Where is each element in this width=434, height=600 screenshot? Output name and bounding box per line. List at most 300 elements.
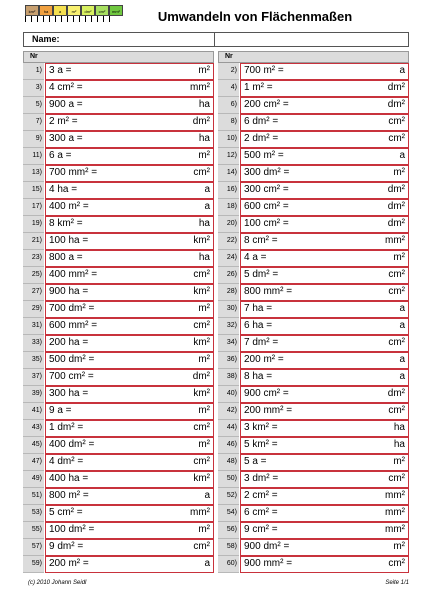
answer-cell[interactable]	[45, 80, 214, 97]
exercise-number: 50)	[218, 471, 239, 488]
target-unit: km²	[193, 286, 210, 298]
exercise-question: 4 cm² =	[49, 82, 83, 94]
target-unit: dm²	[387, 218, 405, 230]
exercise-row	[23, 505, 214, 522]
exercise-question: 200 ha =	[49, 337, 89, 349]
answer-cell[interactable]	[45, 539, 214, 556]
exercise-number: 46)	[218, 437, 239, 454]
answer-cell[interactable]	[45, 165, 214, 182]
exercise-question: 300 ha =	[49, 388, 89, 400]
unit-legend-cell: m²	[67, 5, 81, 16]
exercise-question: 700 m² =	[244, 65, 284, 77]
answer-cell[interactable]	[240, 488, 409, 505]
target-unit: ha	[198, 218, 210, 230]
exercise-question: 300 a =	[49, 133, 83, 145]
target-unit: ha	[198, 252, 210, 264]
answer-cell[interactable]	[45, 471, 214, 488]
exercise-row	[218, 284, 409, 301]
answer-cell[interactable]	[45, 131, 214, 148]
exercise-row	[218, 335, 409, 352]
exercise-number: 9)	[23, 131, 44, 148]
target-unit: mm²	[385, 506, 405, 518]
exercise-row	[218, 369, 409, 386]
exercise-number: 43)	[23, 420, 44, 437]
exercise-row	[23, 199, 214, 216]
target-unit: cm²	[193, 422, 210, 434]
target-unit: dm²	[192, 371, 210, 383]
exercise-number: 41)	[23, 403, 44, 420]
exercise-number: 33)	[23, 335, 44, 352]
exercise-number: 35)	[23, 352, 44, 369]
exercise-number: 36)	[218, 352, 239, 369]
exercise-row	[23, 522, 214, 539]
answer-cell[interactable]	[45, 182, 214, 199]
page-number-footer: Seite 1/1	[385, 580, 409, 586]
target-unit: a	[399, 150, 405, 162]
answer-cell[interactable]	[45, 250, 214, 267]
exercise-row	[23, 114, 214, 131]
exercise-row	[23, 131, 214, 148]
target-unit: dm²	[387, 184, 405, 196]
answer-cell[interactable]	[240, 114, 409, 131]
exercise-row	[218, 386, 409, 403]
answer-cell[interactable]	[240, 471, 409, 488]
exercise-number: 54)	[218, 505, 239, 522]
exercise-number: 17)	[23, 199, 44, 216]
exercise-number: 16)	[218, 182, 239, 199]
exercise-row	[218, 114, 409, 131]
exercise-question: 900 cm² =	[244, 388, 289, 400]
target-unit: dm²	[387, 82, 405, 94]
exercise-number: 53)	[23, 505, 44, 522]
exercise-row	[23, 301, 214, 318]
exercise-row	[218, 63, 409, 80]
target-unit: a	[204, 557, 210, 569]
exercise-question: 9 a =	[49, 405, 72, 417]
answer-cell[interactable]	[240, 539, 409, 556]
exercise-number: 29)	[23, 301, 44, 318]
target-unit: m²	[198, 65, 210, 77]
answer-cell[interactable]	[45, 386, 214, 403]
exercise-number: 59)	[23, 556, 44, 573]
exercise-number: 4)	[218, 80, 239, 97]
exercise-row	[218, 199, 409, 216]
target-unit: m²	[198, 439, 210, 451]
answer-cell[interactable]	[45, 454, 214, 471]
unit-legend-cell: mm²	[109, 5, 123, 16]
target-unit: ha	[393, 422, 405, 434]
target-unit: mm²	[190, 506, 210, 518]
name-label: Name:	[24, 33, 215, 46]
answer-cell[interactable]	[45, 284, 214, 301]
exercise-number: 7)	[23, 114, 44, 131]
exercise-question: 600 cm² =	[244, 201, 289, 213]
target-unit: m²	[393, 167, 405, 179]
target-unit: cm²	[193, 167, 210, 179]
exercise-row	[218, 165, 409, 182]
exercise-row	[218, 216, 409, 233]
exercise-number: 34)	[218, 335, 239, 352]
answer-cell[interactable]	[240, 437, 409, 454]
answer-cell[interactable]	[240, 233, 409, 250]
worksheet-title: Umwandeln von Flächenmaßen	[157, 9, 353, 24]
target-unit: a	[399, 320, 405, 332]
column-header: Nr	[218, 51, 409, 63]
column-header: Nr	[23, 51, 214, 63]
answer-cell[interactable]	[45, 505, 214, 522]
answer-cell[interactable]	[45, 556, 214, 573]
answer-cell[interactable]	[240, 284, 409, 301]
answer-cell[interactable]	[240, 335, 409, 352]
target-unit: cm²	[388, 473, 405, 485]
target-unit: m²	[198, 354, 210, 366]
answer-cell[interactable]	[45, 199, 214, 216]
answer-cell[interactable]	[240, 182, 409, 199]
exercise-row	[23, 488, 214, 505]
exercise-number: 6)	[218, 97, 239, 114]
answer-cell[interactable]	[240, 420, 409, 437]
exercise-number: 23)	[23, 250, 44, 267]
exercise-row	[218, 403, 409, 420]
exercise-question: 100 cm² =	[244, 218, 289, 230]
target-unit: m²	[393, 540, 405, 552]
target-unit: a	[204, 184, 210, 196]
answer-cell[interactable]	[45, 148, 214, 165]
answer-cell[interactable]	[45, 522, 214, 539]
exercise-row	[218, 318, 409, 335]
exercise-row	[218, 471, 409, 488]
exercise-question: 9 dm² =	[49, 540, 84, 552]
exercise-row	[23, 165, 214, 182]
exercise-question: 9 cm² =	[244, 523, 278, 535]
exercise-question: 4 ha =	[49, 184, 78, 196]
exercise-number: 25)	[23, 267, 44, 284]
answer-cell[interactable]	[240, 386, 409, 403]
answer-cell[interactable]	[45, 335, 214, 352]
answer-cell[interactable]	[45, 437, 214, 454]
target-unit: a	[399, 65, 405, 77]
exercise-number: 8)	[218, 114, 239, 131]
answer-cell[interactable]	[240, 301, 409, 318]
exercise-number: 44)	[218, 420, 239, 437]
answer-cell[interactable]	[45, 63, 214, 80]
exercise-question: 800 mm² =	[244, 286, 293, 298]
exercise-number: 45)	[23, 437, 44, 454]
exercise-number: 18)	[218, 199, 239, 216]
exercise-number: 57)	[23, 539, 44, 556]
exercise-question: 8 ha =	[244, 371, 273, 383]
exercise-row	[23, 97, 214, 114]
exercise-number: 38)	[218, 369, 239, 386]
exercise-question: 200 mm² =	[244, 405, 293, 417]
exercise-row	[218, 80, 409, 97]
unit-legend-cell: km²	[25, 5, 39, 16]
target-unit: cm²	[388, 337, 405, 349]
exercise-number: 11)	[23, 148, 44, 165]
exercise-question: 5 cm² =	[49, 506, 83, 518]
target-unit: a	[399, 371, 405, 383]
exercise-question: 800 m² =	[49, 490, 89, 501]
exercise-row	[23, 148, 214, 165]
answer-cell[interactable]	[45, 420, 214, 437]
target-unit: mm²	[385, 523, 405, 535]
exercise-question: 3 dm² =	[244, 473, 279, 485]
exercise-row	[23, 403, 214, 420]
exercise-number: 31)	[23, 318, 44, 335]
answer-cell[interactable]	[45, 301, 214, 318]
exercise-row	[218, 352, 409, 369]
target-unit: a	[399, 354, 405, 366]
exercise-number: 49)	[23, 471, 44, 488]
target-unit: cm²	[388, 269, 405, 281]
target-unit: km²	[193, 473, 210, 485]
exercise-question: 900 a =	[49, 99, 83, 111]
exercise-question: 4 dm² =	[49, 456, 84, 468]
exercise-question: 200 cm² =	[244, 99, 289, 111]
exercise-number: 52)	[218, 488, 239, 505]
target-unit: cm²	[193, 320, 210, 332]
exercise-row	[218, 301, 409, 318]
exercise-number: 5)	[23, 97, 44, 114]
exercise-number: 48)	[218, 454, 239, 471]
target-unit: m²	[198, 523, 210, 535]
exercise-question: 300 dm² =	[244, 167, 290, 179]
target-unit: m²	[393, 252, 405, 264]
answer-cell[interactable]	[45, 352, 214, 369]
exercise-row	[23, 556, 214, 573]
exercise-number: 24)	[218, 250, 239, 267]
exercise-question: 300 cm² =	[244, 184, 289, 196]
exercise-row	[23, 216, 214, 233]
exercise-row	[218, 522, 409, 539]
target-unit: dm²	[192, 116, 210, 128]
exercise-question: 5 dm² =	[244, 269, 279, 281]
exercise-row	[218, 454, 409, 471]
target-unit: km²	[193, 337, 210, 349]
exercise-number: 40)	[218, 386, 239, 403]
target-unit: mm²	[385, 235, 405, 247]
exercise-question: 500 m² =	[244, 150, 284, 162]
exercise-number: 13)	[23, 165, 44, 182]
exercise-row	[23, 182, 214, 199]
name-field[interactable]	[215, 33, 408, 46]
target-unit: cm²	[193, 540, 210, 552]
exercise-row	[23, 80, 214, 97]
target-unit: dm²	[387, 99, 405, 111]
exercise-row	[218, 437, 409, 454]
exercise-number: 3)	[23, 80, 44, 97]
exercise-row	[218, 148, 409, 165]
target-unit: km²	[193, 235, 210, 247]
exercise-question: 700 dm² =	[49, 303, 95, 315]
answer-cell[interactable]	[240, 318, 409, 335]
answer-cell[interactable]	[45, 233, 214, 250]
answer-cell[interactable]	[240, 216, 409, 233]
exercise-question: 500 dm² =	[49, 354, 95, 366]
exercise-row	[218, 250, 409, 267]
exercise-number: 42)	[218, 403, 239, 420]
exercise-question: 800 a =	[49, 252, 83, 264]
answer-cell[interactable]	[45, 369, 214, 386]
name-field-box	[23, 32, 409, 47]
target-unit: a	[204, 490, 210, 501]
exercise-row	[23, 352, 214, 369]
exercise-number: 15)	[23, 182, 44, 199]
target-unit: m²	[198, 405, 210, 417]
exercise-number: 22)	[218, 233, 239, 250]
target-unit: mm²	[190, 82, 210, 94]
exercise-question: 6 cm² =	[244, 506, 278, 518]
exercise-number: 2)	[218, 63, 239, 80]
target-unit: ha	[393, 439, 405, 451]
answer-cell[interactable]	[45, 97, 214, 114]
exercise-question: 5 km² =	[244, 439, 278, 451]
answer-cell[interactable]	[240, 199, 409, 216]
exercise-question: 3 a =	[49, 65, 72, 77]
exercise-question: 2 dm² =	[244, 133, 279, 145]
answer-cell[interactable]	[240, 369, 409, 386]
exercise-question: 6 a =	[49, 150, 72, 162]
target-unit: cm²	[388, 133, 405, 145]
answer-cell[interactable]	[240, 403, 409, 420]
answer-cell[interactable]	[240, 63, 409, 80]
target-unit: cm²	[388, 405, 405, 417]
exercise-row	[23, 437, 214, 454]
exercise-question: 7 dm² =	[244, 337, 279, 349]
target-unit: a	[204, 201, 210, 213]
exercise-number: 39)	[23, 386, 44, 403]
exercise-number: 32)	[218, 318, 239, 335]
exercise-number: 56)	[218, 522, 239, 539]
answer-cell[interactable]	[240, 505, 409, 522]
copyright-footer: (c) 2010 Johann Seidl	[28, 580, 87, 586]
exercise-number: 12)	[218, 148, 239, 165]
answer-cell[interactable]	[240, 131, 409, 148]
exercise-number: 1)	[23, 63, 44, 80]
exercise-row	[218, 505, 409, 522]
exercise-row	[218, 233, 409, 250]
exercise-row	[23, 233, 214, 250]
answer-cell[interactable]	[240, 80, 409, 97]
answer-cell[interactable]	[240, 97, 409, 114]
answer-cell[interactable]	[240, 267, 409, 284]
answer-cell[interactable]	[45, 403, 214, 420]
target-unit: ha	[198, 133, 210, 145]
exercise-question: 8 km² =	[49, 218, 83, 230]
exercise-question: 700 cm² =	[49, 371, 94, 383]
exercise-question: 100 dm² =	[49, 523, 95, 535]
exercise-question: 4 a =	[244, 252, 267, 264]
unit-legend-cell: a	[53, 5, 67, 16]
exercise-row	[218, 556, 409, 573]
exercise-number: 14)	[218, 165, 239, 182]
target-unit: cm²	[388, 116, 405, 128]
exercise-number: 20)	[218, 216, 239, 233]
exercise-question: 100 ha =	[49, 235, 89, 247]
exercise-question: 900 ha =	[49, 286, 89, 298]
exercise-row	[23, 386, 214, 403]
target-unit: ha	[198, 99, 210, 111]
exercise-column-left	[23, 51, 214, 573]
target-unit: a	[399, 303, 405, 315]
exercise-question: 700 mm² =	[49, 167, 98, 179]
exercise-row	[218, 182, 409, 199]
exercise-number: 19)	[23, 216, 44, 233]
exercise-number: 26)	[218, 267, 239, 284]
exercise-question: 2 m² =	[49, 116, 78, 128]
exercise-row	[23, 267, 214, 284]
target-unit: cm²	[193, 269, 210, 281]
answer-cell[interactable]	[240, 148, 409, 165]
exercise-question: 600 mm² =	[49, 320, 98, 332]
answer-cell[interactable]	[240, 454, 409, 471]
exercise-row	[218, 420, 409, 437]
exercise-question: 8 cm² =	[244, 235, 278, 247]
target-unit: dm²	[387, 388, 405, 400]
exercise-row	[23, 454, 214, 471]
exercise-number: 51)	[23, 488, 44, 505]
exercise-question: 6 ha =	[244, 320, 273, 332]
exercise-column-right	[218, 51, 409, 573]
exercise-number: 27)	[23, 284, 44, 301]
target-unit: cm²	[388, 557, 405, 569]
target-unit: dm²	[387, 201, 405, 213]
exercise-number: 37)	[23, 369, 44, 386]
target-unit: cm²	[388, 286, 405, 298]
exercise-row	[218, 267, 409, 284]
answer-cell[interactable]	[45, 318, 214, 335]
exercise-question: 7 ha =	[244, 303, 273, 315]
exercise-question: 400 dm² =	[49, 439, 95, 451]
exercise-row	[23, 63, 214, 80]
target-unit: m²	[198, 303, 210, 315]
exercise-question: 1 m² =	[244, 82, 273, 94]
ruler	[25, 16, 109, 22]
exercise-row	[23, 369, 214, 386]
answer-cell[interactable]	[240, 522, 409, 539]
exercise-row	[23, 250, 214, 267]
answer-cell[interactable]	[240, 165, 409, 182]
exercise-row	[23, 318, 214, 335]
exercise-question: 900 dm² =	[244, 540, 290, 552]
exercise-row	[218, 539, 409, 556]
exercise-question: 5 a =	[244, 456, 267, 468]
target-unit: cm²	[193, 456, 210, 468]
exercise-row	[23, 284, 214, 301]
exercise-number: 58)	[218, 539, 239, 556]
unit-legend-cell: dm²	[81, 5, 95, 16]
exercise-question: 6 dm² =	[244, 116, 279, 128]
answer-cell[interactable]	[45, 488, 214, 505]
exercise-row	[23, 471, 214, 488]
exercise-row	[23, 539, 214, 556]
exercise-row	[218, 488, 409, 505]
target-unit: mm²	[385, 490, 405, 501]
answer-cell[interactable]	[240, 556, 409, 573]
exercise-row	[218, 131, 409, 148]
target-unit: m²	[198, 150, 210, 162]
answer-cell[interactable]	[240, 250, 409, 267]
answer-cell[interactable]	[45, 114, 214, 131]
exercise-question: 3 km² =	[244, 422, 278, 434]
exercise-question: 400 mm² =	[49, 269, 98, 281]
answer-cell[interactable]	[45, 267, 214, 284]
exercise-question: 200 m² =	[49, 557, 89, 569]
answer-cell[interactable]	[240, 352, 409, 369]
exercise-number: 21)	[23, 233, 44, 250]
answer-cell[interactable]	[45, 216, 214, 233]
unit-legend-cell: cm²	[95, 5, 109, 16]
